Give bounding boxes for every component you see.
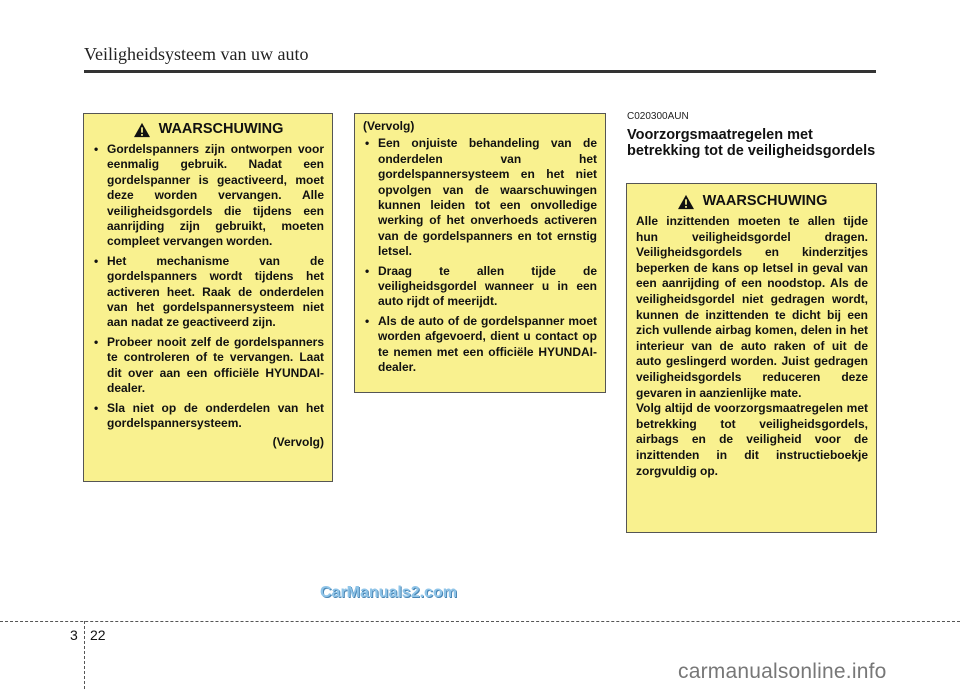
- header-rule: [84, 70, 876, 73]
- list-item: • Probeer nooit zelf de gordelspanners te controleren of te vervangen. Laat dit over aan een officiële HYUNDAI-dealer.: [92, 335, 324, 397]
- warning-paragraph: Volg altijd de voorzorgsmaatregelen met betrekking tot veiligheidsgordels, airbags en de veiligheid voor de inzittenden in dit instructieboekje zorgvuldig op.: [636, 401, 868, 478]
- list-item: • Draag te allen tijde de veiligheidsgordel wanneer u in een auto rijdt of meerijdt.: [363, 264, 597, 310]
- warning-box-2: [354, 113, 606, 393]
- warning-heading: [636, 194, 868, 210]
- list-item: • Als de auto of de gordelspanner moet worden afgevoerd, dient u contact op te nemen met een officiële HYUNDAI-dealer.: [363, 314, 597, 376]
- page-number: 22: [90, 627, 106, 643]
- watermark-link[interactable]: CarManuals2.com: [320, 584, 457, 601]
- section-title: Voorzorgsmaatregelen met betrekking tot de veiligheidsgordels: [627, 127, 876, 159]
- continued-from-label: (Vervolg): [363, 119, 415, 133]
- warning-triangle-icon: [677, 194, 695, 210]
- chapter-number: 3: [70, 627, 78, 643]
- warning-heading: [92, 122, 324, 138]
- warning-box-3: [626, 183, 877, 533]
- list-item: • Gordelspanners zijn ontworpen voor eenmalig gebruik. Nadat een gordelspanner is geactiveerd, moet deze worden vervangen. Alle veiligheidsgordels die tijdens een aanrijding zijn gebruikt, moeten compleet vervangen worden.: [92, 142, 324, 250]
- warning-list: [363, 136, 597, 375]
- footer-rule: [0, 621, 960, 622]
- list-item: • Sla niet op de onderdelen van het gordelspannersysteem.: [92, 401, 324, 432]
- list-item: • Een onjuiste behandeling van de onderdelen van het gordelspannersysteem en het niet opvolgen van de waarschuwingen kunnen leiden tot een onvolledige werking of het onverhoeds activeren van de gordelspanners en tot ernstig letsel.: [363, 136, 597, 259]
- warning-box-1: [83, 113, 333, 482]
- footer-divider: [84, 621, 85, 689]
- warning-triangle-icon: [133, 122, 151, 138]
- warning-list: [92, 142, 324, 431]
- continued-label: (Vervolg): [272, 435, 324, 450]
- warning-heading-text: WAARSCHUWING: [158, 121, 284, 138]
- list-item: • Het mechanisme van de gordelspanners wordt tijdens het activeren heet. Raak de onderdelen van het gordelspannersysteem niet aan nadat ze geactiveerd zijn.: [92, 254, 324, 331]
- footer-brand-link[interactable]: carmanualsonline.info: [678, 660, 887, 683]
- section-code: C020300AUN: [627, 111, 689, 122]
- warning-paragraph: Alle inzittenden moeten te allen tijde hun veiligheidsgordel dragen. Veiligheidsgordels en kinderzitjes beperken de kans op letsel in geval van een aanrijding of een noodstop. Als de veiligheidsgordel niet gedragen wordt, kunnen de inzittenden te dicht bij een zich vullende airbag komen, delen in het interieur van de auto raken of uit de auto geslingerd worden. Juist gedragen veiligheidsgordels reduceren deze gevaren in aanzienlijke mate.: [636, 214, 868, 400]
- page-header-title: Veiligheidsysteem van uw auto: [84, 44, 309, 64]
- warning-heading-text: WAARSCHUWING: [702, 193, 828, 210]
